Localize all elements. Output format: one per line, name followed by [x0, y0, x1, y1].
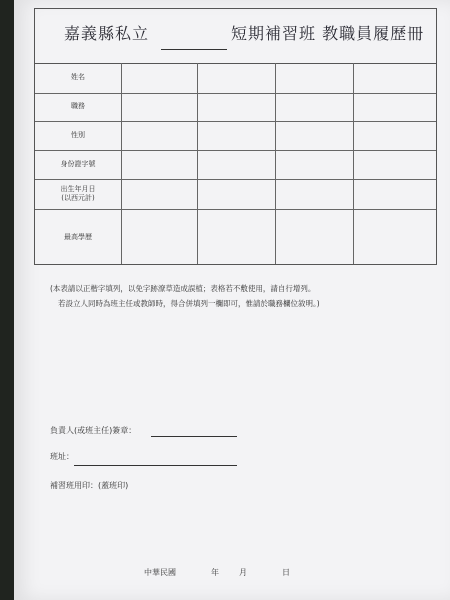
- row-divider: [35, 209, 436, 210]
- staff-grid: [35, 63, 436, 264]
- date-year: 年: [211, 568, 219, 577]
- column-divider: [197, 63, 198, 264]
- responsible-signature-line[interactable]: [151, 436, 237, 437]
- date-day: 日: [282, 568, 290, 577]
- instructions-note: [50, 281, 430, 311]
- row-label-position: 職務: [71, 102, 85, 110]
- note-line-1: (本表請以正楷字填列，以免字跡潦草造成誤植；表格若不敷使用，請自行增列。: [50, 284, 316, 293]
- address-label: 班址：: [50, 452, 74, 461]
- row-label-birthdate: 出生年月日 (以西元計): [60, 185, 96, 202]
- row-label-name: 姓名: [71, 73, 85, 81]
- form-title: [35, 9, 436, 64]
- row-divider: [35, 93, 436, 94]
- row-divider: [35, 179, 436, 180]
- staff-resume-table: [34, 8, 437, 265]
- address-line[interactable]: [74, 465, 237, 466]
- date-month: 月: [239, 568, 247, 577]
- seal-label: 補習班用印：(蓋班印): [50, 481, 129, 490]
- title-blank-line: [161, 49, 227, 50]
- date-era: 中華民國: [144, 568, 176, 577]
- row-label-education: 最高學歷: [64, 233, 92, 241]
- responsible-signature-label: 負責人(或班主任)簽章：: [50, 426, 137, 435]
- row-divider: [35, 150, 436, 151]
- column-divider: [121, 63, 122, 264]
- row-label-gender: 性別: [71, 131, 85, 139]
- column-divider: [353, 63, 354, 264]
- column-divider: [275, 63, 276, 264]
- row-divider: [35, 121, 436, 122]
- form-sheet: [14, 0, 450, 600]
- title-text: 短期補習班 教職員履歷冊: [231, 24, 425, 43]
- title-county: 嘉義縣私立: [64, 24, 150, 43]
- row-label-id-number: 身份證字號: [60, 160, 96, 168]
- note-line-2: 若設立人同時為班主任或教師時，得合併填列一欄即可，惟請於職務欄位敘明。): [58, 299, 320, 308]
